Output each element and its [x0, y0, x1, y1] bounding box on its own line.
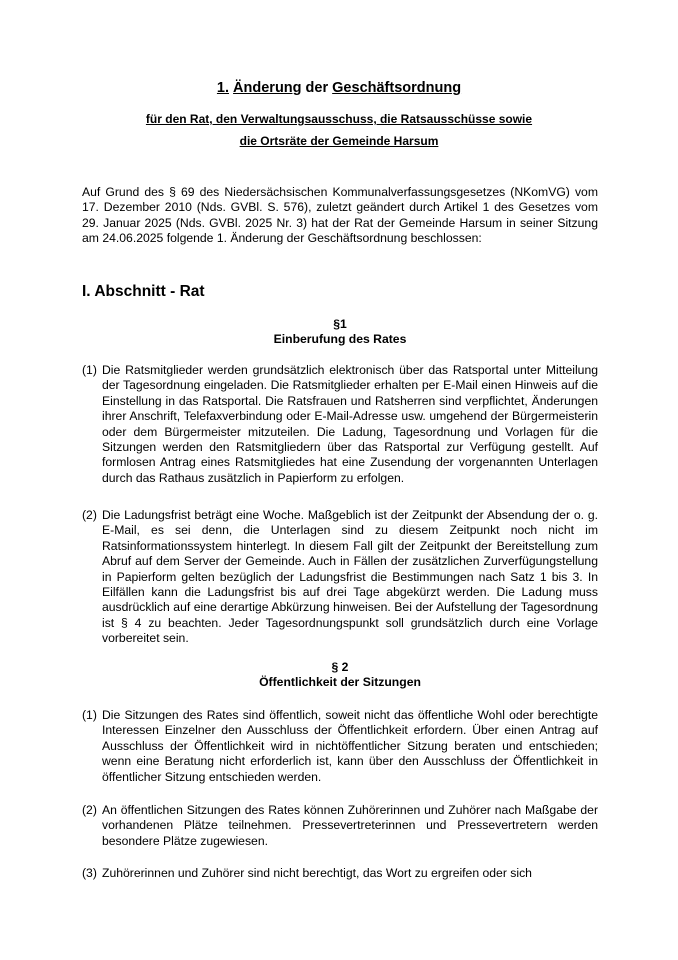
- list-item: [82, 803, 598, 849]
- item-text: Die Ratsmitglieder werden grundsätzlich elektronisch über das Ratsportal unter Mitteilung der Tagesordnung eingeladen. Die Ratsmitglieder erhalten per E-Mail einen Hinweis auf die Einstellung in das Ratsportal. Die Ratsfrauen und Ratsherren sind verpflichtet, Änderungen ihrer Anschrift, Telefaxverbindung oder E-Mail-Adresse usw. umgehend der Bürgermeisterin oder dem Bürgermeister mitzuteilen. Die Ladung, Tagesordnung und Vorlagen für die Sitzungen werden den Ratsmitgliedern über das Ratsportal zur Verfügung gestellt. Auf formlosen Antrag eines Ratsmitgliedes hat eine Zusendung der vorgenannten Unterlagen durch das Rathaus zusätzlich in Papierform zu erfolgen.: [102, 363, 598, 485]
- paragraph-1-title: Einberufung des Rates: [273, 332, 407, 347]
- item-number: (1): [82, 363, 97, 377]
- document-title: [0, 80, 678, 96]
- paragraph-2-heading: [82, 660, 598, 691]
- item-text: An öffentlichen Sitzungen des Rates können Zuhörerinnen und Zuhörer nach Maßgabe der vorhandenen Plätze teilnehmen. Pressevertreterinnen und Pressevertretern werden besondere Plätze zugewiesen.: [102, 803, 598, 848]
- item-text: Die Ladungsfrist beträgt eine Woche. Maßgeblich ist der Zeitpunkt der Absendung der o. g. E-Mail, es sei denn, die Unterlagen sind zu diesem Zeitpunkt noch nicht im Ratsinformationssystem hinterlegt. In diesem Fall gilt der Zeitpunkt der Bereitstellung zum Abruf auf dem Server der Gemeinde. Auch in Fällen der zusätzlichen Zurverfügungstellung in Papierform gelten bezüglich der Ladungsfrist die Bestimmungen nach Satz 1 bis 3. In Eilfällen kann die Ladungsfrist bis auf drei Tage abgekürzt werden. Die Ladung muss ausdrücklich auf eine derartige Abkürzung hinweisen. Bei der Aufstellung der Tagesordnung ist § 4 zu beachten. Jeder Tagesordnungspunkt soll grundsätzlich durch eine Vorlage vorbereitet sein.: [102, 508, 598, 646]
- list-item: [82, 708, 598, 785]
- item-text: Zuhörerinnen und Zuhörer sind nicht berechtigt, das Wort zu ergreifen oder sich: [102, 866, 532, 880]
- item-number: (2): [82, 508, 97, 522]
- title-word-aenderung: Änderung: [233, 80, 302, 96]
- section-heading: I. Abschnitt - Rat: [82, 283, 205, 300]
- list-item: [82, 866, 598, 881]
- item-text: Die Sitzungen des Rates sind öffentlich, soweit nicht das öffentliche Wohl oder berechtigte Interessen Einzelner den Ausschluss der Öffentlichkeit erfordern. Über einen Antrag auf Ausschluss der Öffentlichkeit wird in nichtöffentlicher Sitzung beraten und entschieden; wenn eine Beratung nicht erforderlich ist, kann über den Ausschluss der Öffentlichkeit in öffentlicher Sitzung entschieden werden.: [102, 708, 598, 784]
- list-item: [82, 363, 598, 486]
- paragraph-2-title: Öffentlichkeit der Sitzungen: [259, 675, 421, 690]
- title-number: 1.: [216, 80, 230, 96]
- item-number: (3): [82, 866, 97, 880]
- subtitle-line-1: für den Rat, den Verwaltungsausschuss, die Ratsausschüsse sowie: [145, 112, 533, 126]
- subtitle-line-2: die Ortsräte der Gemeinde Harsum: [239, 134, 439, 148]
- title-word-der: der: [305, 80, 329, 96]
- intro-paragraph: Auf Grund des § 69 des Niedersächsischen Kommunalverfassungsgesetzes (NKomVG) vom 17. Dezember 2010 (Nds. GVBl. S. 576), zuletzt geändert durch Artikel 1 des Gesetzes vom 29. Januar 2025 (Nds. GVBl. 2025 Nr. 3) hat der Rat der Gemeinde Harsum in seiner Sitzung am 24.06.2025 folgende 1. Änderung der Geschäftsordnung beschlossen:: [82, 185, 598, 246]
- item-number: (1): [82, 708, 97, 722]
- paragraph-1-number: §1: [333, 317, 347, 331]
- paragraph-2-number: § 2: [331, 660, 349, 674]
- paragraph-1-heading: [82, 317, 598, 348]
- item-number: (2): [82, 803, 97, 817]
- title-word-geschaeftsordnung: Geschäftsordnung: [332, 80, 462, 96]
- list-item: [82, 508, 598, 647]
